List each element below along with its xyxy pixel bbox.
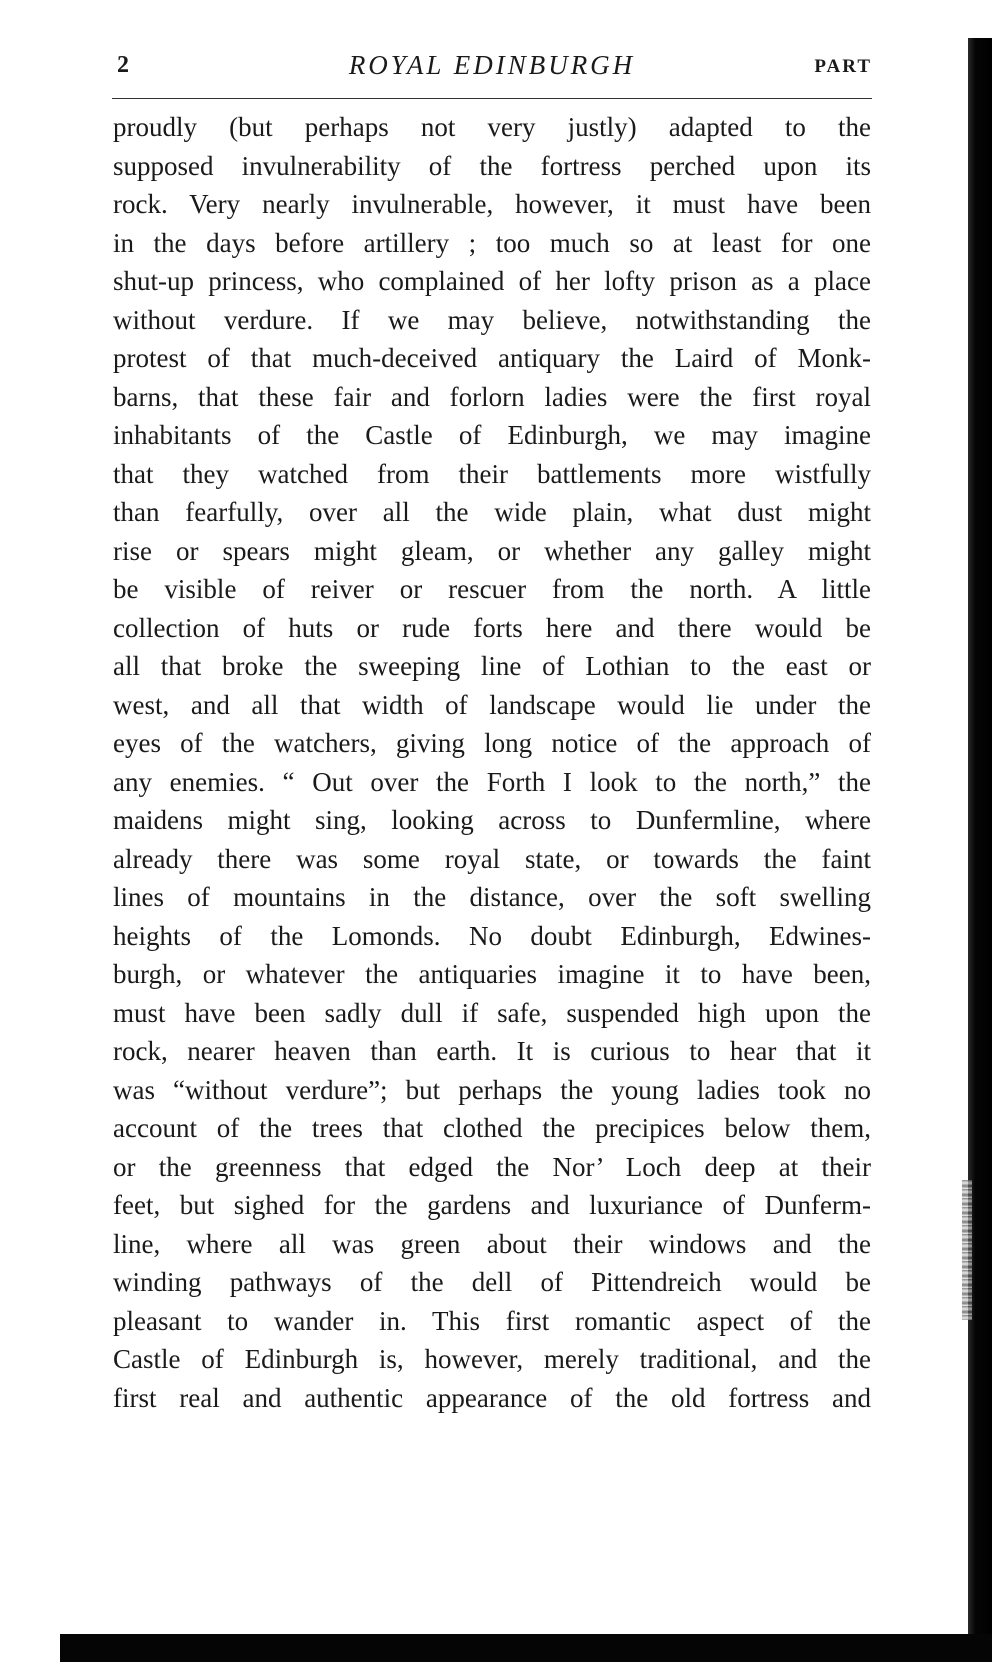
text-line: shut-up princess, who complained of her lofty prison as a place xyxy=(113,266,871,296)
text-line: rock. Very nearly invulnerable, however, it must have been xyxy=(113,189,871,219)
text-line: heights of the Lomonds. No doubt Edinburgh, Edwines- xyxy=(113,920,871,951)
text-line: that they watched from their battlements more wistfully xyxy=(113,458,871,489)
text-line: barns, that these fair and forlorn ladies were the first royal xyxy=(113,381,871,412)
text-line: winding pathways of the dell of Pittendreich would be xyxy=(113,1267,871,1297)
text-line: be visible of reiver or rescuer from the north. A little xyxy=(113,574,871,604)
text-line: west, and all that width of landscape would lie under the xyxy=(113,689,871,720)
text-line: collection of huts or rude forts here and there would be xyxy=(113,612,871,643)
scan-edge-bottom xyxy=(60,1634,992,1662)
text-line: without verdure. If we may believe, notwithstanding the xyxy=(113,304,871,335)
text-line: was “without verdure”; but perhaps the young ladies took no xyxy=(113,1074,871,1105)
text-line: must have been sadly dull if safe, suspended high upon the xyxy=(113,997,871,1028)
text-line: account of the trees that clothed the precipices below them, xyxy=(113,1113,871,1143)
text-line: protest of that much-deceived antiquary the Laird of Monk- xyxy=(113,343,871,373)
header-rule xyxy=(112,98,872,99)
text-line: maidens might sing, looking across to Dunfermline, where xyxy=(113,805,871,835)
page-number: 2 xyxy=(117,52,130,78)
body-text xyxy=(113,108,871,1417)
part-label: PART xyxy=(814,56,872,77)
text-line: inhabitants of the Castle of Edinburgh, we may imagine xyxy=(113,420,871,450)
text-line: line, where all was green about their windows and the xyxy=(113,1228,871,1259)
running-title: ROYAL EDINBURGH xyxy=(348,50,636,80)
text-line: burgh, or whatever the antiquaries imagine it to have been, xyxy=(113,959,871,989)
text-line: in the days before artillery ; too much so at least for one xyxy=(113,227,871,258)
text-line: than fearfully, over all the wide plain, what dust might xyxy=(113,497,871,527)
page-header xyxy=(112,50,882,90)
text-line: first real and authentic appearance of the old fortress and xyxy=(113,1382,871,1413)
text-line: lines of mountains in the distance, over the soft swelling xyxy=(113,882,871,912)
text-line: rock, nearer heaven than earth. It is curious to hear that it xyxy=(113,1036,871,1066)
scan-edge-right xyxy=(968,38,992,1658)
text-line: feet, but sighed for the gardens and luxuriance of Dunferm- xyxy=(113,1190,871,1220)
text-line: proudly (but perhaps not very justly) adapted to the xyxy=(113,112,871,142)
text-line: eyes of the watchers, giving long notice of the approach of xyxy=(113,728,871,758)
text-line: any enemies. “ Out over the Forth I look to the north,” the xyxy=(113,766,871,797)
text-line: pleasant to wander in. This first romantic aspect of the xyxy=(113,1305,871,1336)
text-line: already there was some royal state, or towards the faint xyxy=(113,843,871,874)
scan-edge-noise xyxy=(962,1180,972,1320)
text-line: or the greenness that edged the Nor’ Loch deep at their xyxy=(113,1151,871,1182)
text-line: all that broke the sweeping line of Lothian to the east or xyxy=(113,651,871,681)
text-line: Castle of Edinburgh is, however, merely traditional, and the xyxy=(113,1344,871,1374)
text-line: supposed invulnerability of the fortress perched upon its xyxy=(113,150,871,181)
text-line: rise or spears might gleam, or whether any galley might xyxy=(113,535,871,566)
